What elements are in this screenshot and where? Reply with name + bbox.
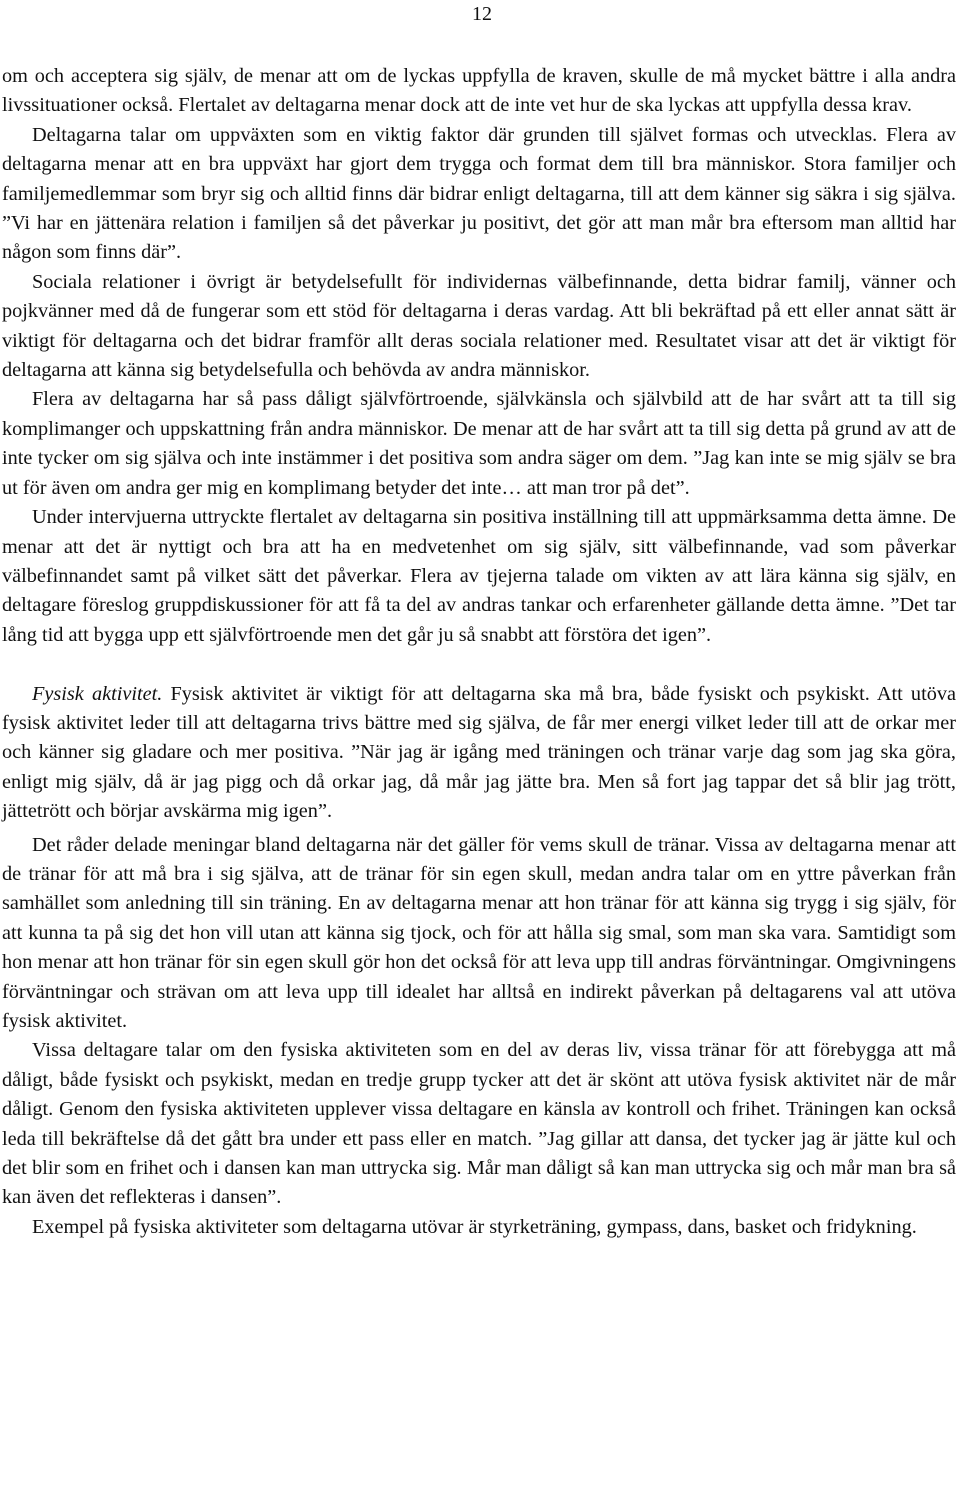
section-heading-inline: Fysisk aktivitet.: [32, 682, 163, 705]
paragraph: [2, 680, 956, 827]
paragraph: Exempel på fysiska aktiviteter som deltagarna utövar är styrketräning, gympass, dans, basket och fridykning.: [32, 1215, 917, 1238]
page-number: 12: [472, 3, 492, 25]
paragraph: Flera av deltagarna har så pass dåligt självförtroende, självkänsla och självbild att de har svårt att ta till sig komplimanger och uppskattning från andra människor. De menar att de har svårt att ta till sig detta på grund av att de inte tycker om sig själva och inte instämmer i det positiva som andra säger om dem. ”Jag kan inte se mig själv se bra ut för även om andra ger mig en komplimang betyder det inte… att man tror på det”.: [2, 388, 956, 499]
paragraph: Under intervjuerna uttryckte flertalet av deltagarna sin positiva inställning till att uppmärksamma detta ämne. De menar att det är nyttigt och bra att ha en medvetenhet om sig själv, sitt välbefinnande, vad som påverkar välbefinnandet samt på vilket sätt det påverkar. Flera av tjejerna talade om vikten av att lära känna sig själv, en deltagare föreslog gruppdiskussioner för att få ta del av andras tankar och erfarenheter gällande detta ämne. ”Det tar lång tid att bygga upp ett självförtroende men det går ju så snabbt att förstöra det igen”.: [2, 506, 956, 646]
paragraph: Deltagarna talar om uppväxten som en viktig faktor där grunden till självet formas och utvecklas. Flera av deltagarna menar att en bra uppväxt har gjort dem trygga och format dem till bra människor. Stora familjer och familjemedlemmar som bryr sig och alltid finns där bidrar enligt deltagarna, till att dem känner sig säkra i sig själva. ”Vi har en jättenära relation i familjen så det påverkar ju positivt, det gör att man mår bra eftersom man alltid har någon som finns där”.: [2, 123, 956, 264]
paragraph: Vissa deltagare talar om den fysiska aktiviteten som en del av deras liv, vissa tränar för att förebygga att må dåligt, både fysiskt och psykiskt, medan en tredje grupp tycker att det är skönt att utöva fysisk aktivitet när de mår dåligt. Genom den fysiska aktiviteten upplever vissa deltagare en känsla av kontroll och frihet. Träningen kan också leda till bekräftelse då det gått bra under ett pass eller en match. ”Jag gillar att dansa, det tycker jag är jätte kul och det blir som en frihet och i dansen kan man uttrycka sig. Mår man dåligt så kan man uttrycka sig och mår man bra så kan även det reflekteras i dansen”.: [2, 1039, 956, 1209]
document-body: [2, 62, 956, 1242]
paragraph-text: Fysisk aktivitet är viktigt för att deltagarna ska må bra, både fysiskt och psykiskt. Att utöva fysisk aktivitet leder till att deltagarna trivs bättre med sig själva, de får mer energi vilket leder till att de orkar mer och känner sig gladare och mer positiva. ”När jag är igång med träningen och tränar varje dag som jag ska göra, enligt mig själv, då är jag pigg och då orkar jag, då mår jag jätte bra. Men så fort jag tappar det så blir jag trött, jättetrött och börjar avskärma mig igen”.: [2, 682, 956, 823]
paragraph: Det råder delade meningar bland deltagarna när det gäller för vems skull de tränar. Vissa av deltagarna menar att de tränar för att må bra i sig själva, att de tränar för sin egen skull, medan andra talar om en yttre påverkan från samhället som anledning till sin träning. En av deltagarna menar att hon tränar för att känna sig trygg i sig själv, för att kunna ta på sig det hon vill utan att känna sig tjock, och för att hålla sig smal, som man ska vara. Samtidigt som hon menar att hon tränar för sin egen skull gör hon det också för att leva upp till andras förväntningar. Omgivningens förväntningar och strävan om att leva upp till idealet har alltså en indirekt påverkan på deltagarens val att utöva fysisk aktivitet.: [2, 833, 956, 1032]
paragraph: Sociala relationer i övrigt är betydelsefullt för individernas välbefinnande, detta bidrar familj, vänner och pojkvänner med då de fungerar som ett stöd för deltagarna i deras vardag. Att bli bekräftad på ett eller annat sätt är viktigt för deltagarna och det bidrar framför allt deras sociala relationer med. Resultatet visar att det är viktigt för deltagarna att känna sig betydelsefulla och behövda av andra människor.: [2, 270, 956, 382]
paragraph: om och acceptera sig själv, de menar att om de lyckas uppfylla de kraven, skulle de må mycket bättre i alla andra livssituationer också. Flertalet av deltagarna menar dock att de inte vet hur de ska lyckas att uppfylla dessa krav.: [2, 65, 956, 117]
